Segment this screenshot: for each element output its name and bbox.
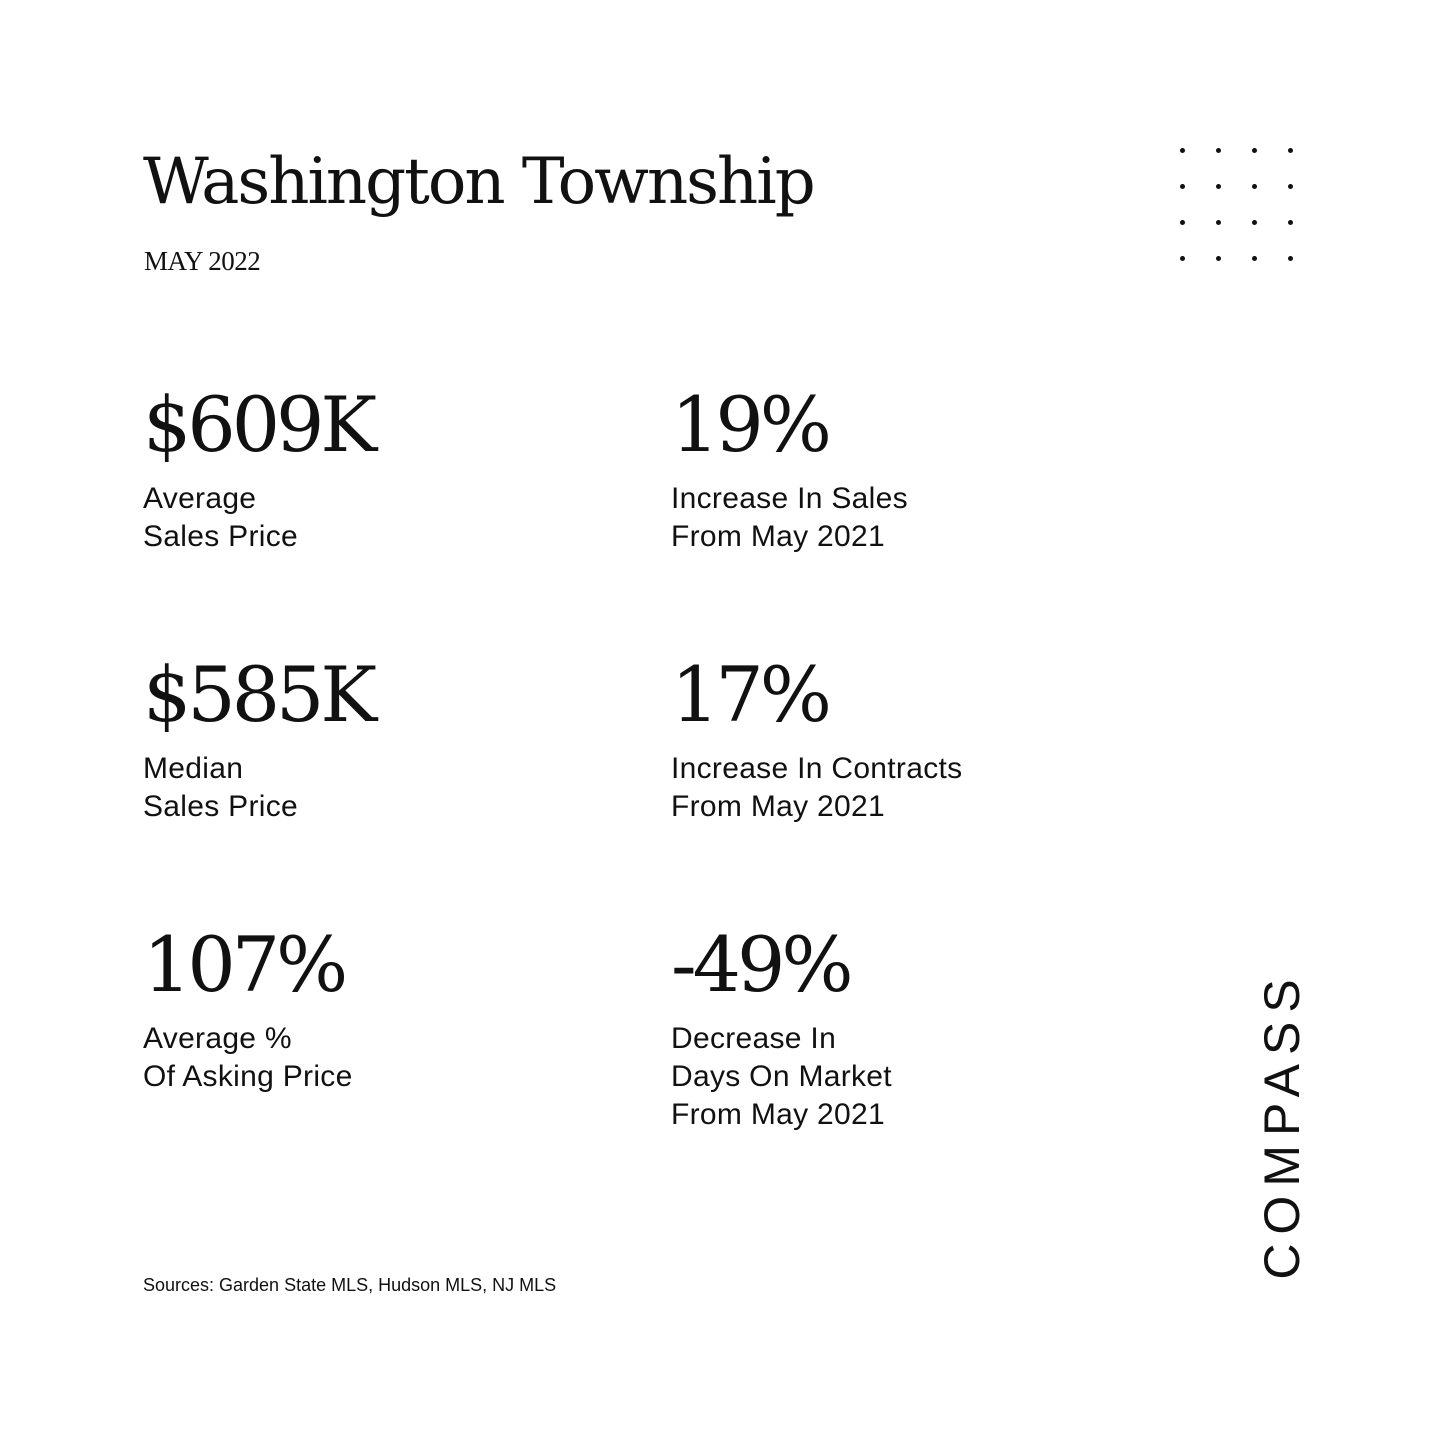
- dot-mark: [1216, 184, 1221, 189]
- stat-label-line: Of Asking Price: [143, 1060, 353, 1093]
- dot-mark: [1288, 184, 1293, 189]
- stat-value: 107%: [143, 920, 345, 1009]
- stat-label-line: From May 2021: [671, 520, 885, 553]
- dot-mark: [1252, 220, 1257, 225]
- stat-median-sales-price: [143, 652, 623, 826]
- dot-mark: [1216, 220, 1221, 225]
- stat-increase-in-sales: [671, 382, 1151, 556]
- sources-note: Sources: Garden State MLS, Hudson MLS, NJ MLS: [143, 1275, 557, 1295]
- stat-days-on-market: [671, 922, 1151, 1134]
- dot-mark: [1180, 148, 1185, 153]
- stat-value: 19%: [671, 380, 828, 469]
- compass-logo: COMPASS: [1254, 970, 1310, 1280]
- stat-label-line: Increase In Sales: [671, 482, 908, 515]
- stat-value: 17%: [671, 650, 828, 739]
- dot-mark: [1288, 220, 1293, 225]
- dot-mark: [1180, 256, 1185, 261]
- stat-label-line: Median: [143, 752, 244, 785]
- stat-label-line: Decrease In: [671, 1022, 837, 1055]
- stat-average-percent-of-asking: [143, 922, 623, 1096]
- stat-increase-in-contracts: [671, 652, 1151, 826]
- dot-grid-icon: [1176, 144, 1300, 268]
- stat-label-line: Sales Price: [143, 520, 299, 553]
- stat-label: [671, 750, 1151, 826]
- stat-value: $609K: [143, 380, 374, 469]
- dot-mark: [1252, 256, 1257, 261]
- dot-mark: [1288, 256, 1293, 261]
- dot-mark: [1180, 184, 1185, 189]
- stat-label: [143, 480, 623, 556]
- stat-label: [671, 480, 1151, 556]
- stat-value: -49%: [671, 920, 850, 1009]
- stat-value: $585K: [143, 650, 374, 739]
- stat-label: [143, 1020, 623, 1096]
- stat-label-line: From May 2021: [671, 1098, 885, 1131]
- dot-mark: [1288, 148, 1293, 153]
- dot-mark: [1252, 184, 1257, 189]
- stat-label: [143, 750, 623, 826]
- page-title: Washington Township: [143, 145, 814, 219]
- dot-mark: [1216, 148, 1221, 153]
- stat-label-line: Sales Price: [143, 790, 299, 823]
- dot-mark: [1180, 220, 1185, 225]
- stat-average-sales-price: [143, 382, 623, 556]
- stat-label-line: Days On Market: [671, 1060, 892, 1093]
- stat-label: [671, 1020, 1151, 1134]
- stat-label-line: Average: [143, 482, 257, 515]
- stat-label-line: Average %: [143, 1022, 292, 1055]
- stat-label-line: From May 2021: [671, 790, 885, 823]
- dot-mark: [1252, 148, 1257, 153]
- report-date: MAY 2022: [144, 246, 261, 276]
- stat-label-line: Increase In Contracts: [671, 752, 963, 785]
- dot-mark: [1216, 256, 1221, 261]
